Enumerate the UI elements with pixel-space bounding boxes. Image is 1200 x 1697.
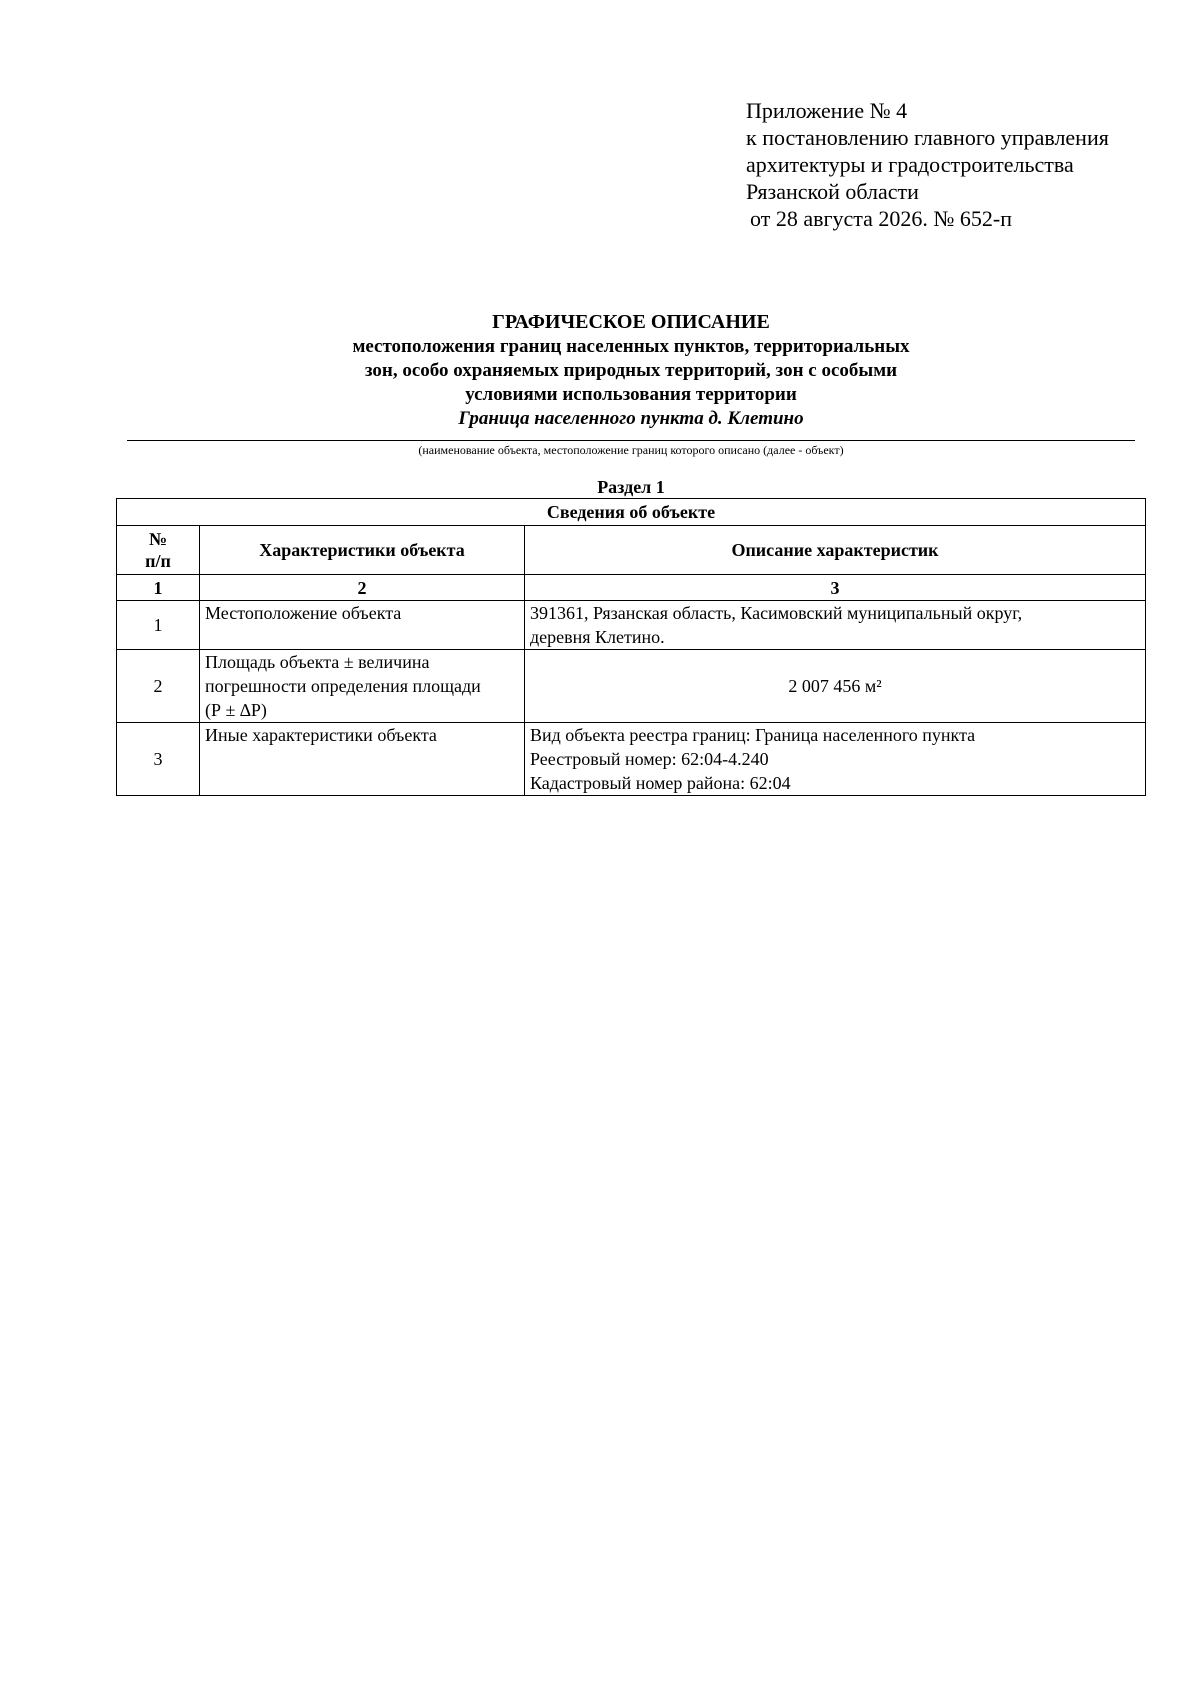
table-row [117,650,1146,723]
subtitle-line: зон, особо охраняемых природных территорий, зон с особыми [364,360,898,381]
description-line: Реестровый номер: 62:04-4.240 [530,749,769,769]
row-num: 3 [117,723,200,796]
column-number: 1 [117,575,200,601]
table-row [117,723,1146,796]
document-title: ГРАФИЧЕСКОЕ ОПИСАНИЕ [492,311,770,333]
appendix-line: Рязанской области [746,179,919,204]
table-title-row [117,499,1146,526]
column-numbers-row [117,575,1146,601]
row-characteristic: Иные характеристики объекта [200,723,525,796]
object-name: Граница населенного пункта д. Клетино [458,408,804,429]
table-title: Сведения об объекте [117,499,1146,526]
table-row [117,601,1146,650]
description-line: деревня Клетино. [530,627,665,647]
row-num: 2 [117,650,200,723]
description-line: Кадастровый номер района: 62:04 [530,773,791,793]
header-description: Описание характеристик [525,526,1146,575]
row-num: 1 [117,601,200,650]
object-name-caption: (наименование объекта, местоположение границ которого описано (далее - объект) [418,443,844,457]
underline-divider [127,440,1135,441]
subtitle-line: условиями использования территории [465,384,797,405]
title-block [127,309,1135,431]
header-num-line: п/п [145,551,171,571]
characteristic-line: Площадь объекта ± величина [205,652,430,672]
header-num-line: № [148,529,168,549]
column-number: 2 [200,575,525,601]
appendix-date-line: от 28 августа 2026. № 652-п [750,206,1013,231]
row-characteristic [200,650,525,723]
appendix-line: к постановлению главного управления [746,125,1109,150]
description-line: Вид объекта реестра границ: Граница населенного пункта [530,725,976,745]
row-description [525,723,1146,796]
description-line: 391361, Рязанская область, Касимовский муниципальный округ, [530,603,1023,623]
characteristic-line: (Р ± ∆Р) [205,700,267,720]
characteristic-line: погрешности определения площади [205,676,481,696]
subtitle-line: местоположения границ населенных пунктов, территориальных [352,336,910,357]
object-info-table [116,498,1146,796]
row-characteristic: Местоположение объекта [200,601,525,650]
table-header-row [117,526,1146,575]
row-description: 2 007 456 м² [525,650,1146,723]
appendix-line: Приложение № 4 [746,98,908,123]
section-title: Раздел 1 [597,477,665,497]
appendix-block [746,97,1109,232]
header-characteristics: Характеристики объекта [200,526,525,575]
column-number: 3 [525,575,1146,601]
header-num [117,526,200,575]
appendix-line: архитектуры и градостроительства [746,152,1074,177]
row-description [525,601,1146,650]
